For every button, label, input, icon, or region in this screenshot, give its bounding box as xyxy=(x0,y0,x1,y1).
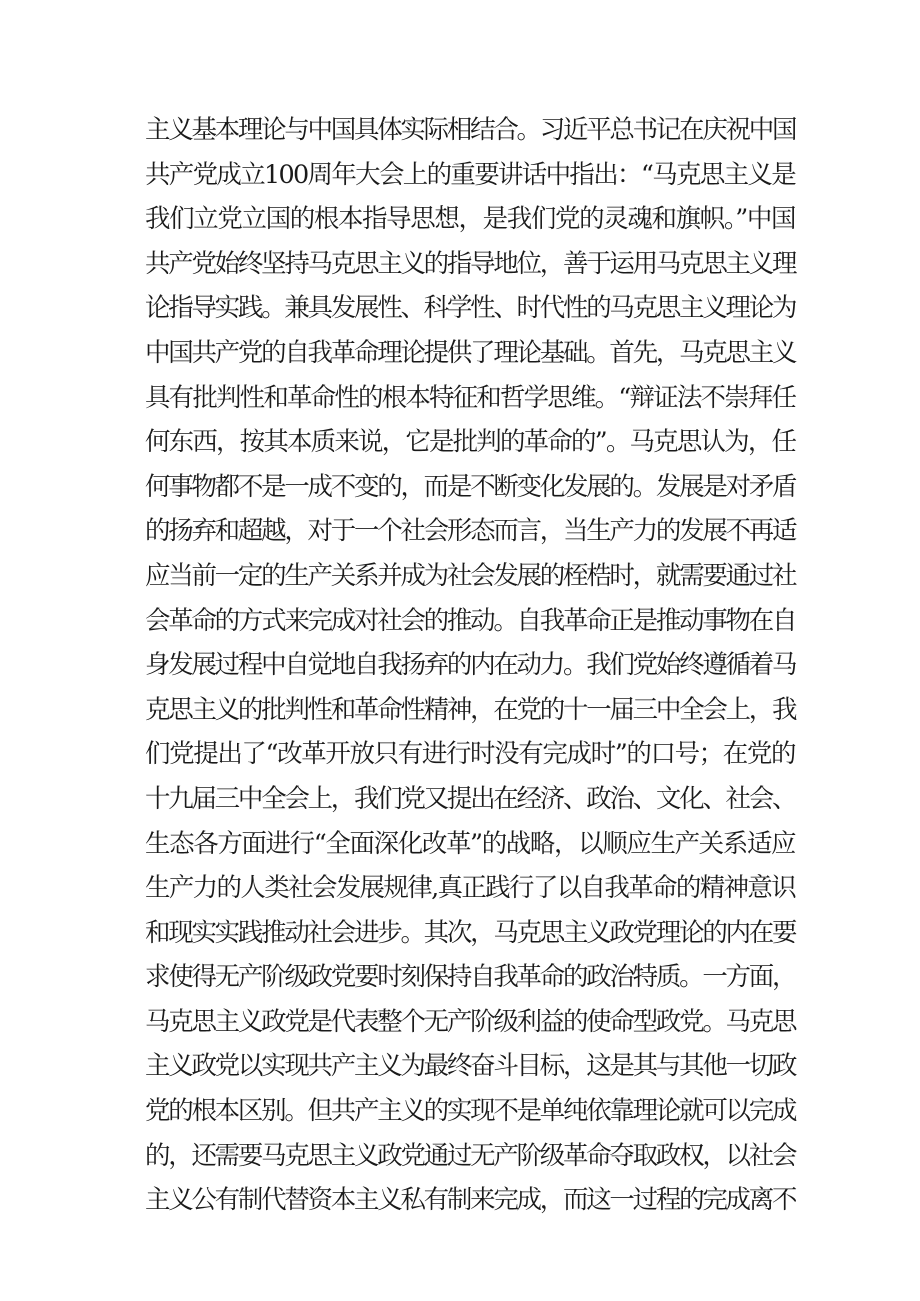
text-line-5: 论指导实践。兼具发展性、科学性、时代性的马克思主义理论为 xyxy=(145,293,795,324)
text-line-11: 应当前一定的生产关系并成为社会发展的桎梏时，就需要通过社 xyxy=(145,560,795,591)
text-line-13: 身发展过程中自觉地自我扬弃的内在动力。我们党始终遵循着马 xyxy=(145,650,795,681)
text-line-2: 共产党成立100周年大会上的重要讲话中指出：“马克思主义是 xyxy=(145,159,795,190)
text-line-25: 主义公有制代替资本主义私有制来完成，而这一过程的完成离不 xyxy=(145,1185,795,1216)
text-line-23: 党的根本区别。但共产主义的实现不是单纯依靠理论就可以完成 xyxy=(145,1096,795,1127)
text-line-3: 我们立党立国的根本指导思想，是我们党的灵魂和旗帜。”中国 xyxy=(145,204,795,235)
text-line-1: 主义基本理论与中国具体实际相结合。习近平总书记在庆祝中国 xyxy=(145,115,795,145)
text-line-14: 克思主义的批判性和革命性精神，在党的十一届三中全会上，我 xyxy=(145,694,795,725)
body-paragraph xyxy=(145,108,795,1223)
text-line-15: 们党提出了“改革开放只有进行时没有完成时”的口号；在党的 xyxy=(145,739,795,770)
text-line-21: 马克思主义政党是代表整个无产阶级利益的使命型政党。马克思 xyxy=(145,1006,795,1037)
text-line-8: 何东西，按其本质来说，它是批判的革命的”。马克思认为，任 xyxy=(145,427,795,458)
text-line-4: 共产党始终坚持马克思主义的指导地位，善于运用马克思主义理 xyxy=(145,248,795,279)
text-line-18: 生产力的人类社会发展规律,真正践行了以自我革命的精神意识 xyxy=(145,873,795,904)
text-line-10: 的扬弃和超越，对于一个社会形态而言，当生产力的发展不再适 xyxy=(145,516,795,547)
text-line-19: 和现实实践推动社会进步。其次，马克思主义政党理论的内在要 xyxy=(145,917,795,948)
text-line-7: 具有批判性和革命性的根本特征和哲学思维。“辩证法不崇拜任 xyxy=(145,382,795,413)
text-line-24: 的，还需要马克思主义政党通过无产阶级革命夺取政权，以社会 xyxy=(145,1140,795,1171)
text-line-17: 生态各方面进行“全面深化改革”的战略，以顺应生产关系适应 xyxy=(145,828,795,859)
text-line-6: 中国共产党的自我革命理论提供了理论基础。首先，马克思主义 xyxy=(145,337,795,368)
text-line-16: 十九届三中全会上，我们党又提出在经济、政治、文化、社会、 xyxy=(145,783,795,814)
text-line-9: 何事物都不是一成不变的，而是不断变化发展的。发展是对矛盾 xyxy=(145,471,795,502)
text-line-22: 主义政党以实现共产主义为最终奋斗目标，这是其与其他一切政 xyxy=(145,1051,795,1082)
text-line-20: 求使得无产阶级政党要时刻保持自我革命的政治特质。一方面， xyxy=(145,962,795,993)
text-line-12: 会革命的方式来完成对社会的推动。自我革命正是推动事物在自 xyxy=(145,605,795,636)
